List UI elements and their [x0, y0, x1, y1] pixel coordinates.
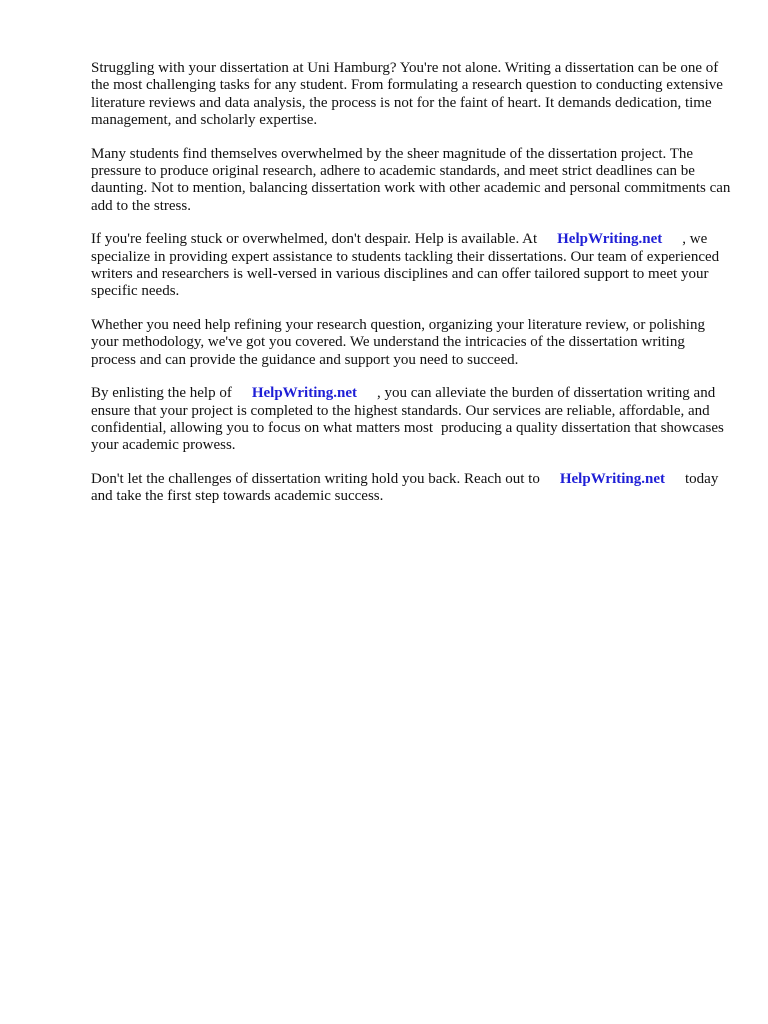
helpwriting-link-3[interactable]: HelpWriting.net: [559, 470, 665, 487]
paragraph-support-text: Whether you need help refining your research question, organizing your literature review, or polishing your methodology, we've got you covered. We understand the intricacies of the dissertation writing process and can provide the guidance and support you need to succeed.: [91, 316, 705, 368]
paragraph-enlisting-after-a: , you can alleviate the burden of dissertation writing and ensure that your project is completed to the highest standards. Our services are reliable, affordable, and confidential, allowing you to focus on what matters most: [91, 385, 716, 436]
paragraph-enlisting-before: By enlisting the help of: [91, 385, 232, 402]
helpwriting-link-2[interactable]: HelpWriting.net: [251, 385, 357, 402]
paragraph-overwhelmed-text: Many students find themselves overwhelmed by the sheer magnitude of the dissertation project. The pressure to produce original research, adhere to academic standards, and meet strict deadlines can be daunting. Not to mention, balancing dissertation work with other academic and personal commitments can add to the stress.: [91, 145, 731, 214]
paragraph-reach-out-before: Don't let the challenges of dissertation writing hold you back. Reach out to: [91, 470, 540, 487]
paragraph-reach-out-after: today and take the first step towards academic success.: [91, 470, 719, 505]
paragraph-help-available: [91, 231, 731, 301]
paragraph-reach-out: [91, 471, 731, 506]
paragraph-intro-text: Struggling with your dissertation at Uni Hamburg? You're not alone. Writing a dissertation can be one of the most challenging tasks for any student. From formulating a research question to conducting extensive literature reviews and data analysis, the process is not for the faint of heart. It demands dedication, time management, and scholarly expertise.: [91, 60, 723, 129]
paragraph-enlisting: [91, 385, 731, 455]
document-body: [91, 60, 731, 522]
paragraph-support: [91, 317, 731, 369]
paragraph-enlisting-after-b: producing a quality dissertation that showcases your academic prowess.: [91, 419, 724, 454]
paragraph-help-before: If you're feeling stuck or overwhelmed, don't despair. Help is available. At: [91, 231, 538, 248]
paragraph-overwhelmed: [91, 146, 731, 216]
helpwriting-link-1[interactable]: HelpWriting.net: [557, 231, 663, 248]
paragraph-intro: [91, 60, 731, 130]
paragraph-help-after: , we specialize in providing expert assistance to students tackling their dissertations. Our team of experienced writers and researchers is well-versed in various disciplines and can offer tailored support to meet your specific needs.: [91, 231, 720, 300]
